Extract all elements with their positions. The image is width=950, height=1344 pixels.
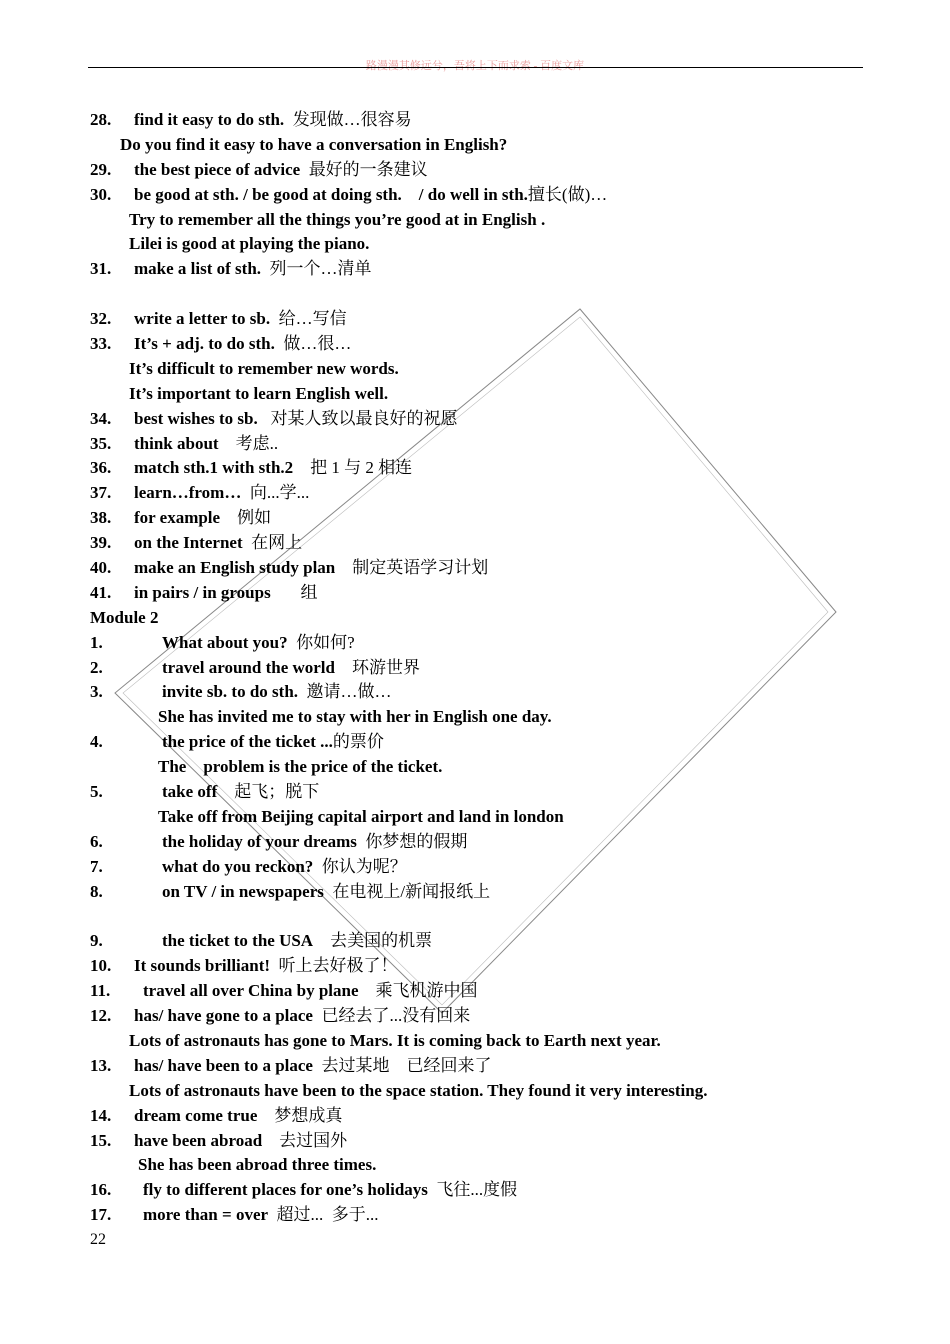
chinese-meaning: 向...学...	[241, 483, 310, 503]
item-number: 31.	[90, 259, 112, 279]
english-phrase: invite sb. to do sth.	[162, 682, 299, 702]
item-number: 7.	[90, 856, 103, 876]
chinese-meaning: 例如	[220, 508, 272, 528]
example-sentence	[90, 1079, 890, 1104]
chinese-meaning: 已经去了...没有回来	[312, 1006, 471, 1026]
chinese-meaning: 列一个…清单	[261, 259, 372, 279]
list-item	[90, 830, 890, 855]
list-item	[90, 158, 890, 183]
item-number: 32.	[90, 309, 112, 329]
chinese-meaning: 你认为呢？	[313, 856, 407, 876]
chinese-meaning: 做…很…	[274, 334, 352, 354]
english-phrase: Lots of astronauts has gone to Mars. It is coming back to Earth next year.	[129, 1030, 661, 1050]
list-item	[90, 257, 890, 282]
blank-line	[90, 905, 890, 930]
page-number: 22	[90, 1231, 106, 1248]
english-phrase: the best piece of advice	[134, 159, 301, 179]
example-sentence	[90, 382, 890, 407]
chinese-meaning: 发现做…很容易	[284, 110, 412, 129]
item-number: 13.	[90, 1055, 112, 1075]
chinese-meaning: 的票价	[332, 732, 384, 752]
list-item	[90, 1054, 890, 1079]
item-number: 10.	[90, 956, 112, 976]
list-item	[90, 929, 890, 954]
chinese-meaning: 飞往...度假	[427, 1180, 518, 1200]
item-number: 28.	[90, 110, 112, 129]
english-phrase: fly to different places for one’s holidays	[143, 1180, 428, 1200]
item-number: 12.	[90, 1006, 112, 1026]
item-number: 35.	[90, 433, 112, 453]
item-number: 17.	[90, 1205, 112, 1225]
list-item	[90, 979, 890, 1004]
chinese-meaning: 邀请…做…	[298, 682, 392, 702]
english-phrase: Lots of astronauts have been to the space station. They found it very interesting.	[129, 1080, 708, 1100]
example-sentence	[90, 357, 890, 382]
chinese-meaning: 你如何?	[287, 632, 355, 652]
example-sentence	[90, 1029, 890, 1054]
english-phrase: find it easy to do sth.	[134, 110, 285, 129]
english-phrase: write a letter to sb.	[134, 309, 271, 329]
list-item	[90, 730, 890, 755]
item-number: 16.	[90, 1180, 112, 1200]
list-item	[90, 880, 890, 905]
list-item	[90, 531, 890, 556]
chinese-meaning: 把 1 与 2 相连	[293, 458, 413, 478]
english-phrase: learn…from…	[134, 483, 242, 503]
example-sentence	[90, 705, 890, 730]
list-item	[90, 581, 890, 606]
english-phrase: The problem is the price of the ticket.	[158, 757, 443, 777]
english-phrase: in pairs / in groups	[134, 582, 271, 602]
english-phrase: Try to remember all the things you’re good at in English .	[129, 209, 546, 229]
list-item	[90, 954, 890, 979]
example-sentence	[90, 805, 890, 830]
item-number: 2.	[90, 657, 103, 677]
chinese-meaning: 你梦想的假期	[356, 831, 468, 851]
item-number: 9.	[90, 931, 103, 951]
english-phrase: It’s important to learn English well.	[129, 383, 389, 403]
list-item	[90, 108, 890, 133]
english-phrase: take off	[162, 782, 218, 802]
example-sentence	[90, 755, 890, 780]
english-phrase: Lilei is good at playing the piano.	[129, 234, 370, 254]
list-item	[90, 183, 890, 208]
chinese-meaning: 超过... 多于...	[268, 1205, 379, 1225]
item-number: 8.	[90, 881, 103, 901]
item-number: 14.	[90, 1105, 112, 1125]
english-phrase: the price of the ticket ...	[162, 732, 333, 752]
list-item	[90, 680, 890, 705]
english-phrase: for example	[134, 508, 221, 528]
chinese-meaning: 去美国的机票	[313, 931, 433, 951]
header-watermark-text: 路漫漫其修远兮，吾将上下而求索 - 百度文库	[365, 60, 585, 72]
item-number: 30.	[90, 184, 112, 204]
list-item	[90, 481, 890, 506]
english-phrase: the ticket to the USA	[162, 931, 314, 951]
list-item	[90, 456, 890, 481]
english-phrase: Do you find it easy to have a conversation in English?	[120, 134, 508, 154]
list-item	[90, 780, 890, 805]
chinese-meaning: 听上去好极了！	[270, 956, 398, 976]
english-phrase: the holiday of your dreams	[162, 831, 357, 851]
chinese-meaning: 擅长(做)…	[527, 184, 608, 204]
chinese-meaning: 起飞；脱下	[217, 782, 320, 802]
list-item	[90, 1203, 890, 1228]
list-item	[90, 1129, 890, 1154]
chinese-meaning: 梦想成真	[257, 1105, 343, 1125]
item-number: 15.	[90, 1130, 112, 1150]
english-phrase: make an English study plan	[134, 558, 336, 578]
english-phrase: She has been abroad three times.	[138, 1155, 377, 1175]
english-phrase: has/ have been to a place	[134, 1055, 313, 1075]
list-item	[90, 307, 890, 332]
example-sentence	[90, 1153, 890, 1178]
english-phrase: It sounds brilliant!	[134, 956, 271, 976]
english-phrase: make a list of sth.	[134, 259, 262, 279]
list-item	[90, 556, 890, 581]
english-phrase: best wishes to sb.	[134, 408, 258, 428]
list-item	[90, 1004, 890, 1029]
item-number: 37.	[90, 483, 112, 503]
item-number: 11.	[90, 981, 111, 1001]
item-number: 6.	[90, 831, 103, 851]
list-item	[90, 332, 890, 357]
chinese-meaning: 最好的一条建议	[300, 159, 428, 179]
english-phrase: It’s difficult to remember new words.	[129, 358, 399, 378]
english-phrase: It’s + adj. to do sth.	[134, 334, 275, 354]
item-number: 3.	[90, 682, 103, 702]
list-item	[90, 407, 890, 432]
chinese-meaning: 乘飞机游中国	[358, 981, 478, 1001]
chinese-meaning: 对某人致以最良好的祝愿	[257, 408, 458, 428]
document-body	[90, 108, 890, 1228]
english-phrase: on TV / in newspapers	[162, 881, 324, 901]
example-sentence	[90, 606, 890, 631]
english-phrase: has/ have gone to a place	[134, 1006, 313, 1026]
item-number: 40.	[90, 558, 112, 578]
item-number: 38.	[90, 508, 112, 528]
chinese-meaning: 在网上	[242, 533, 303, 553]
chinese-meaning: 组	[270, 582, 318, 602]
example-sentence	[90, 232, 890, 257]
example-sentence	[90, 133, 890, 158]
chinese-meaning: 考虑..	[218, 433, 279, 453]
english-phrase: travel around the world	[162, 657, 335, 677]
english-phrase: be good at sth. / be good at doing sth. / do well in sth.	[134, 184, 528, 204]
item-number: 36.	[90, 458, 112, 478]
header-rule	[88, 67, 863, 68]
english-phrase: dream come true	[134, 1105, 258, 1125]
item-number: 41.	[90, 582, 112, 602]
list-item	[90, 656, 890, 681]
english-phrase: what do you reckon?	[162, 856, 314, 876]
chinese-meaning: 去过某地 已经回来了	[312, 1055, 492, 1075]
list-item	[90, 1178, 890, 1203]
item-number: 4.	[90, 732, 103, 752]
chinese-meaning: 环游世界	[335, 657, 420, 677]
english-phrase: match sth.1 with sth.2	[134, 458, 294, 478]
chinese-meaning: 给…写信	[270, 309, 347, 329]
english-phrase: have been abroad	[134, 1130, 263, 1150]
item-number: 39.	[90, 533, 112, 553]
example-sentence	[90, 208, 890, 233]
english-phrase: think about	[134, 433, 219, 453]
english-phrase: What about you?	[162, 632, 288, 652]
item-number: 34.	[90, 408, 112, 428]
list-item	[90, 855, 890, 880]
chinese-meaning: 在电视上/新闻报纸上	[323, 881, 491, 901]
item-number: 33.	[90, 334, 112, 354]
english-phrase: Take off from Beijing capital airport and land in london	[158, 806, 564, 826]
list-item	[90, 1104, 890, 1129]
item-number: 29.	[90, 159, 112, 179]
list-item	[90, 631, 890, 656]
list-item	[90, 506, 890, 531]
english-phrase: on the Internet	[134, 533, 243, 553]
english-phrase: travel all over China by plane	[143, 981, 359, 1001]
item-number: 5.	[90, 782, 103, 802]
chinese-meaning: 去过国外	[262, 1130, 348, 1150]
blank-line	[90, 282, 890, 307]
english-phrase: Module 2	[90, 607, 159, 627]
english-phrase: more than = over	[143, 1205, 269, 1225]
chinese-meaning: 制定英语学习计划	[335, 558, 489, 578]
item-number: 1.	[90, 632, 103, 652]
list-item	[90, 432, 890, 457]
english-phrase: She has invited me to stay with her in English one day.	[158, 707, 552, 727]
